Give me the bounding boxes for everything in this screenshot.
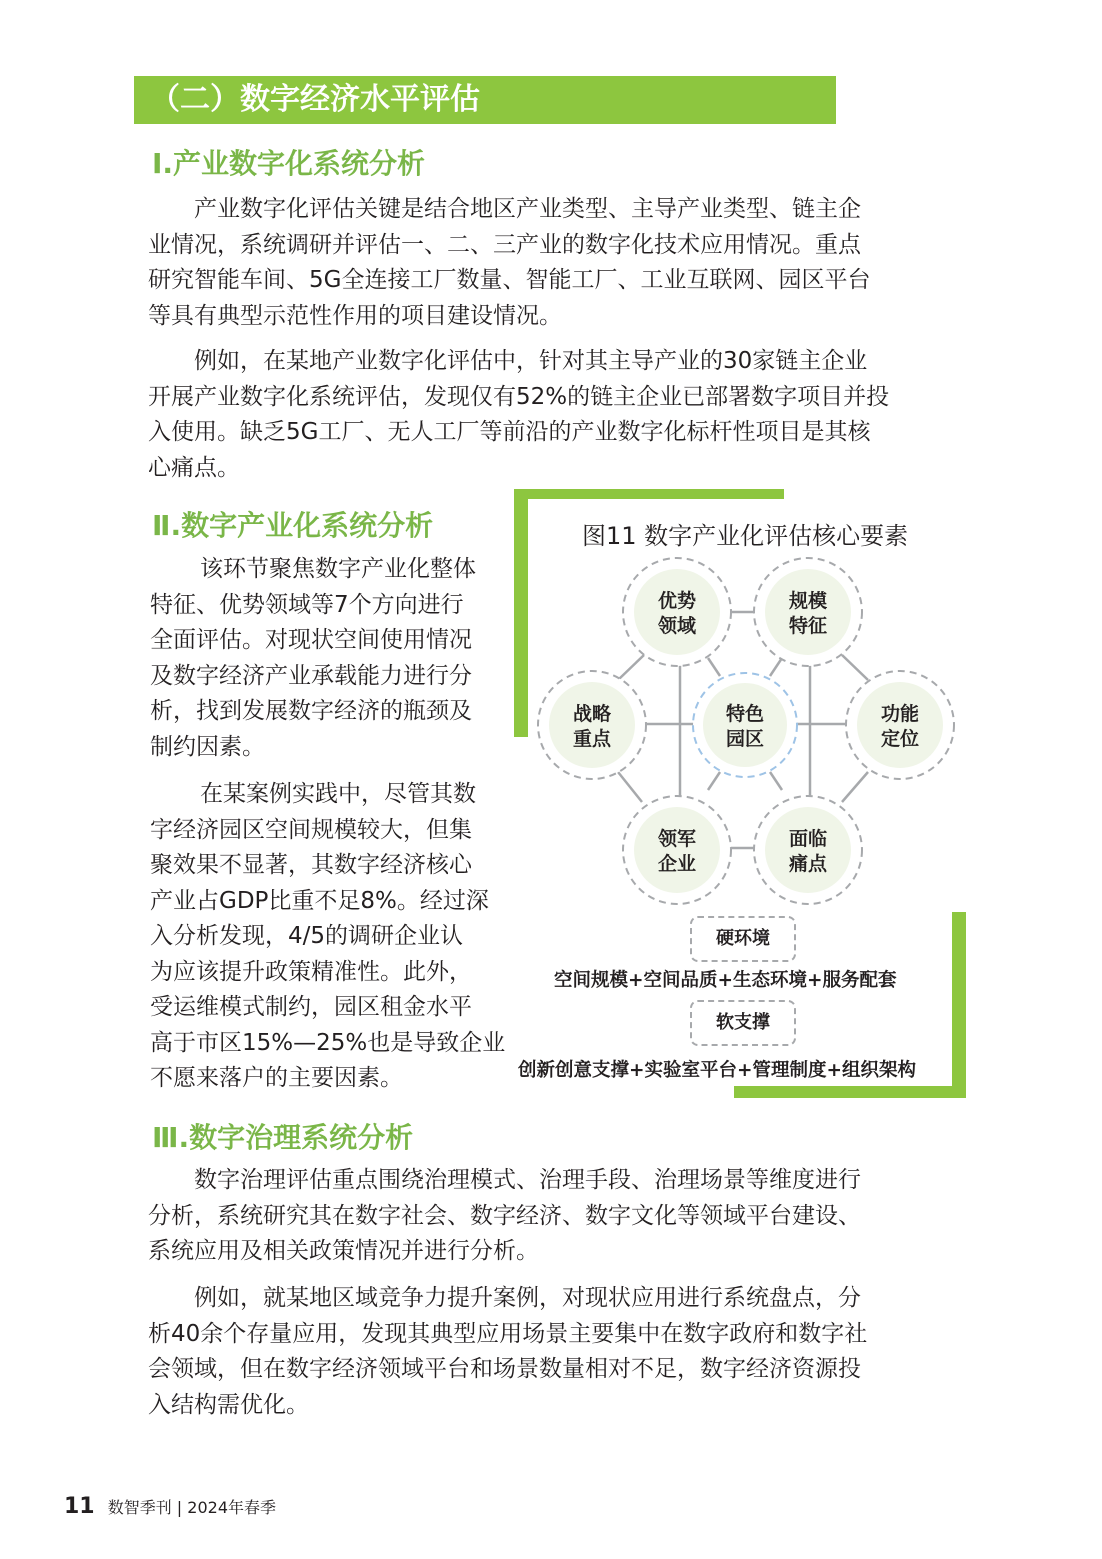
figure-frame-top <box>514 489 784 499</box>
soft-env-label: 软支撑 <box>690 1000 796 1046</box>
text-line: 析，找到发展数字经济的瓶颈及 <box>150 698 472 724</box>
circle-right <box>846 671 954 779</box>
node-label: 功能 <box>880 703 920 725</box>
text-line: 受运维模式制约，园区租金水平 <box>150 994 472 1020</box>
circle-top-right <box>754 558 862 666</box>
text-line: 系统应用及相关政策情况并进行分析。 <box>148 1238 539 1264</box>
page-footer <box>64 1494 276 1519</box>
node-label: 领军 <box>657 828 697 850</box>
text-line: 产业占GDP比重不足8%。经过深 <box>150 887 489 914</box>
text-line: 在某案例实践中，尽管其数 <box>200 781 476 807</box>
page-number: 11 <box>64 1494 95 1519</box>
node-label: 特征 <box>788 615 828 637</box>
text-line: 产业数字化评估关键是结合地区产业类型、主导产业类型、链主企 <box>194 196 861 222</box>
text-line: 聚效果不显著，其数字经济核心 <box>150 852 472 878</box>
text-line: 高于市区15%—25%也是导致企业 <box>150 1029 506 1056</box>
publication-name: 数智季刊 | 2024年春季 <box>107 1498 277 1517</box>
core-elements-diagram <box>530 550 960 910</box>
part3-title: Ⅲ.数字治理系统分析 <box>152 1121 414 1154</box>
part1-title: Ⅰ.产业数字化系统分析 <box>152 147 426 180</box>
text-line: 及数字经济产业承载能力进行分 <box>150 662 472 689</box>
text-line: 析40余个存量应用，发现其典型应用场景主要集中在数字政府和数字社 <box>148 1320 868 1347</box>
circle-center <box>693 673 797 777</box>
figure-frame-right <box>952 912 966 1098</box>
node-label: 面临 <box>788 828 828 850</box>
text-line: 心痛点。 <box>148 454 240 481</box>
node-label: 定位 <box>880 728 920 750</box>
text-line: 等具有典型示范性作用的项目建设情况。 <box>148 302 562 329</box>
text-line: 为应该提升政策精准性。此外， <box>150 958 472 985</box>
part2-title: Ⅱ.数字产业化系统分析 <box>152 509 434 542</box>
text-line: 例如，就某地区域竞争力提升案例，对现状应用进行系统盘点，分 <box>194 1285 861 1311</box>
part2-para2 <box>150 777 506 1097</box>
text-line: 字经济园区空间规模较大，但集 <box>150 816 472 843</box>
text-line: 业情况，系统调研并评估一、二、三产业的数字化技术应用情况。重点 <box>148 231 861 258</box>
part1-para1 <box>148 192 936 334</box>
figure-title: 图11 数字产业化评估核心要素 <box>582 522 909 550</box>
text-line: 例如，在某地产业数字化评估中，针对其主导产业的30家链主企业 <box>194 348 868 374</box>
figure-frame-left <box>514 489 528 737</box>
node-label: 企业 <box>657 853 697 875</box>
part2-para1 <box>150 552 506 765</box>
text-line: 入分析发现，4/5的调研企业认 <box>150 923 464 949</box>
text-line: 入结构需优化。 <box>148 1391 309 1418</box>
figure-frame-bottom <box>734 1086 966 1098</box>
node-label: 规模 <box>788 590 828 612</box>
node-label: 重点 <box>572 728 612 750</box>
node-label: 优势 <box>657 590 697 612</box>
text-line: 不愿来落户的主要因素。 <box>150 1065 403 1091</box>
node-label: 战略 <box>572 703 612 725</box>
text-line: 数字治理评估重点围绕治理模式、治理手段、治理场景等维度进行 <box>194 1167 861 1193</box>
text-line: 开展产业数字化系统评估，发现仅有52%的链主企业已部署数字项目并投 <box>148 383 890 410</box>
text-line: 全面评估。对现状空间使用情况 <box>150 627 472 653</box>
text-line: 会领域，但在数字经济领域平台和场景数量相对不足，数字经济资源投 <box>148 1356 861 1382</box>
part3-para1 <box>148 1163 936 1270</box>
part1-para2 <box>148 344 936 486</box>
part3-para2 <box>148 1281 936 1423</box>
hard-env-label: 硬环境 <box>690 916 796 962</box>
text-line: 特征、优势领域等7个方向进行 <box>150 591 464 618</box>
circle-bottom-left <box>623 796 731 904</box>
text-line: 入使用。缺乏5G工厂、无人工厂等前沿的产业数字化标杆性项目是其核 <box>148 419 871 445</box>
soft-env-content: 创新创意支撑+实验室平台+管理制度+组织架构 <box>518 1060 917 1081</box>
circle-top-left <box>623 558 731 666</box>
section-title: （二）数字经济水平评估 <box>150 82 480 117</box>
circle-bottom-right <box>754 796 862 904</box>
hard-env-content: 空间规模+空间品质+生态环境+服务配套 <box>554 970 897 991</box>
circle-left <box>538 671 646 779</box>
text-line: 研究智能车间、5G全连接工厂数量、智能工厂、工业互联网、园区平台 <box>148 267 871 293</box>
text-line: 该环节聚焦数字产业化整体 <box>200 556 476 582</box>
text-line: 分析，系统研究其在数字社会、数字经济、数字文化等领域平台建设、 <box>148 1202 861 1229</box>
node-label: 痛点 <box>788 853 828 875</box>
text-line: 制约因素。 <box>150 733 265 760</box>
node-label: 领域 <box>657 615 697 637</box>
node-label: 特色 <box>725 703 765 725</box>
node-label: 园区 <box>725 728 765 750</box>
